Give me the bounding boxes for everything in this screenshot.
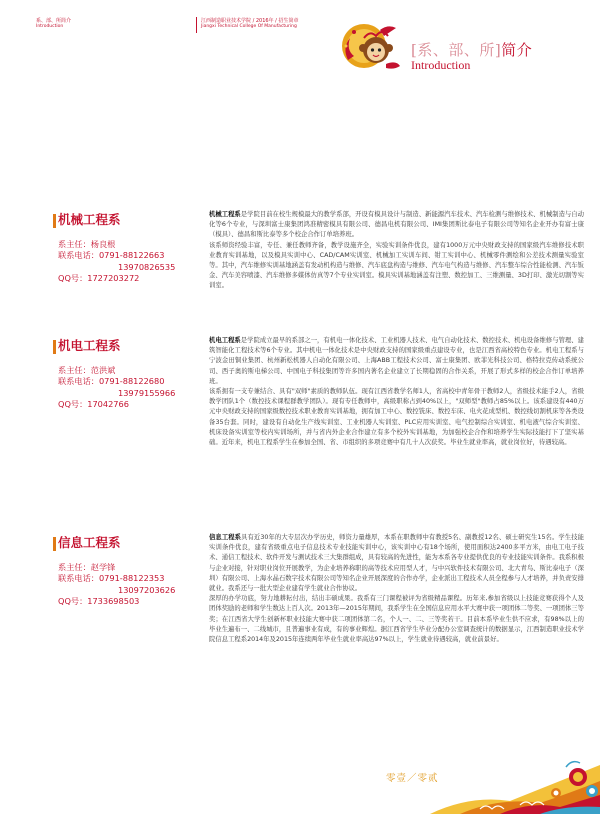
- header-section-label: [36, 18, 71, 30]
- phone-label: 联系电话：: [58, 376, 99, 386]
- monkey-mascot-icon: [340, 20, 410, 75]
- qq-label: QQ号：: [58, 273, 88, 283]
- header-section-zh: 系、部、所简介: [36, 18, 72, 24]
- dept-description-mechanical: [209, 210, 584, 292]
- phone-number[interactable]: 0791-88122680: [98, 376, 165, 386]
- desc-paragraph: 深厚的办学功底，努力地耕耘付出，结出丰硕成果。我系有三门课程被评为省级精品课程。历年来,参加省级以上技能竞赛获得个人及团体奖励的老师和学生数达上百人次。2013年—2015年期间，我系学生在全国信息应用水平大赛中获一项团体二等奖、一项团体三等奖；在江西省大学生创新杯职业技能大赛中获二项团体第二名，个人一、二、三等奖若干。目前本系毕业生供不应求，有98%以上的毕业生遍布一、二线城市，且普遍事业有成，有的事业辉煌。据江西省学生毕业分配办公室调查统计的数据显示，江西制造职业技术学院信息工程系2014年及2015年连续两年毕业生就业率高达97%以上，学生就业待遇较高，就业前景好。: [209, 595, 584, 644]
- dept-accent-bar: [53, 537, 56, 551]
- desc-paragraph: 信息工程系具有近30年的大专层次办学历史，师资力量雄厚，本系在职教师中有教授5名、副教授12名、硕士研究生15名。学生技能实训条件优良，建有省级重点电子信息技术专业技能实训中心，该实训中心有18个场所，使用面积达2400多平方米，由电工电子技术、通信工程技术、软件开发与测试技术三大集群组成，具有较高的先进性，能为本系各专业提供优良的专业技能实训条件。我系积极与企业对接，针对职业岗位开展教学，为企业培养称职的高等技术应用型人才，与中兴软件技术有限公司、北大青鸟、斯比泰电子（深圳）有限公司、上海水晶石数字技术有限公司等知名企业开展深度的合作办学，企业派出工程技术人员全程参与人才培养，并负责安排就业。我系还与一批大型企业建有学生就业合作协议。: [209, 534, 584, 593]
- flower-wave-pattern-icon: [430, 745, 600, 814]
- qq-number[interactable]: 1727203272: [87, 273, 140, 283]
- dept-card-mechanical: [58, 214, 175, 285]
- phone-label: 联系电话：: [58, 573, 99, 583]
- qq-number[interactable]: 17042766: [87, 399, 129, 409]
- dept-title: 信息工程系: [58, 535, 121, 550]
- qq-label: QQ号：: [58, 399, 88, 409]
- header-college-zh: 江西制造职业技术学院 / 2016年 / 招生简章: [201, 18, 299, 24]
- dept-title: 机电工程系: [58, 338, 121, 353]
- mobile-number[interactable]: 13097203626: [118, 584, 176, 595]
- dept-contact: [58, 239, 175, 285]
- dept-card-electromechanical: [58, 340, 175, 411]
- director-name: 范洪斌: [90, 364, 116, 375]
- phone-number[interactable]: 0791-88122663: [98, 250, 165, 260]
- qq-label: QQ号：: [58, 596, 88, 606]
- qq-number[interactable]: 1733698503: [87, 596, 140, 606]
- dept-contact: [58, 562, 175, 608]
- header-college-label: [201, 18, 298, 30]
- dept-contact: [58, 365, 175, 411]
- director-name: 赵学锋: [90, 561, 116, 572]
- page-title: [411, 39, 532, 60]
- desc-paragraph: 该系拥有一支专兼结合、具有"双师"素质的教师队伍。现有江西省教学名师1人，省高校中青年骨干教师2人，省级技术能手2人，省级教学团队1个（数控技术课程群教学团队）。现有专任教师中，高级职称占到40%以上，"双师型"教师占85%以上。该系建设有440万元中央财政支持的国家级数控技术职业教育实训基地，拥有加工中心、数控铣床、数控车床、电火花成型机、数控线切割机床等各类设备35台套。同时，建设有自动化生产线实训室、工业机器人实训室、PLC应用实训室、电气控制综合实训室、机电液气综合实训室、机床设备实训室等校内实训场所，并与省内外企业合作建立有多个校外实训基地，为加强校企合作和培养学生实际技能打下了坚实基础。近年来，机电工程系学生在参加全国、省、市组织的多项竞赛中有几十人次获奖。毕业生就业率高，就业岗位好，待遇较高。: [209, 388, 584, 447]
- desc-lead: 机械工程系: [209, 211, 241, 218]
- page-title-suffix: 简介: [501, 41, 533, 59]
- desc-lead: 机电工程系: [209, 337, 241, 344]
- page-title-bracketed: [系、部、所]: [411, 41, 502, 59]
- phone-label: 联系电话：: [58, 250, 99, 260]
- desc-paragraph: 机电工程系是学院成立最早的系部之一，有机电一体化技术、工业机器人技术、电气自动化技术、数控技术、机电设备维修与管理、建筑智能化工程技术等6个专业。其中机电一体化技术是中央财政支持的国家级重点建设专业，也是江西省高校特色专业。机电工程系与宁波金田铜业集团、杭州新松机器人自动化有限公司、上海ABB工程技术公司、富士康集团、欧菲光科技公司、格特拉克传动系统公司、西子奥的斯电梯公司、中国电子科技集团等许多国内著名企业建立了长期稳固的合作关系，开展了形式多样的校企合作订单培养班。: [209, 337, 584, 385]
- director-label: 系主任：: [58, 238, 91, 249]
- header-section-en: Introduction: [36, 24, 64, 30]
- phone-number[interactable]: 0791-88122353: [98, 573, 165, 583]
- mobile-number[interactable]: 13970826535: [118, 261, 176, 272]
- dept-description-information: [209, 533, 584, 645]
- desc-lead: 信息工程系: [209, 534, 242, 541]
- dept-card-information: [58, 537, 175, 608]
- director-label: 系主任：: [58, 364, 91, 375]
- dept-title: 机械工程系: [58, 212, 121, 227]
- page-title-en: Introduction: [411, 58, 471, 72]
- desc-paragraph: 机械工程系是学院目前在校生规模最大的教学系部，开设有模具设计与制造、新能源汽车技术、汽车检测与维修技术、机械制造与自动化等6个专业，与深圳富士康集团鸿准精密模具有限公司、德昌电机有限公司、IMI集团斯比泰电子有限公司等知名企业开办有富士康（模具）、德昌和斯比泰等多个校企合作订单培养班。: [209, 211, 584, 239]
- mobile-number[interactable]: 13979155966: [118, 387, 176, 398]
- dept-description-electromechanical: [209, 336, 584, 448]
- dept-accent-bar: [53, 214, 56, 228]
- desc-paragraph: 该系师资经验丰富，专任、兼任教师齐备，教学设施齐全，实验实训条件优良，建有1000万元中央财政支持的国家级汽车维修技术职业教育实训基地，以及模具实训中心、CAD/CAM实训室、机械加工实训车间、钳工实训中心、机械零件测绘和公差技术测量实验室等。其中，汽车维修实训基地涵盖有发动机构造与维修、汽车底盘构造与维修、汽车电气构造与维修、汽车整车综合性能检测、汽车钣金、汽车美容喷漆、汽车维修多媒体仿真等7个专业实训室。模具实训基地涵盖有注塑、数控加工、三维测量、3D打印、激光切割等实训室。: [209, 241, 584, 290]
- header-divider: [196, 17, 197, 33]
- header-college-en: Jiangxi Technical College Of Manufacturing: [201, 24, 297, 30]
- director-name: 杨良根: [90, 238, 116, 249]
- dept-accent-bar: [53, 340, 56, 354]
- page-number: 零壹／零贰: [386, 773, 439, 784]
- director-label: 系主任：: [58, 561, 91, 572]
